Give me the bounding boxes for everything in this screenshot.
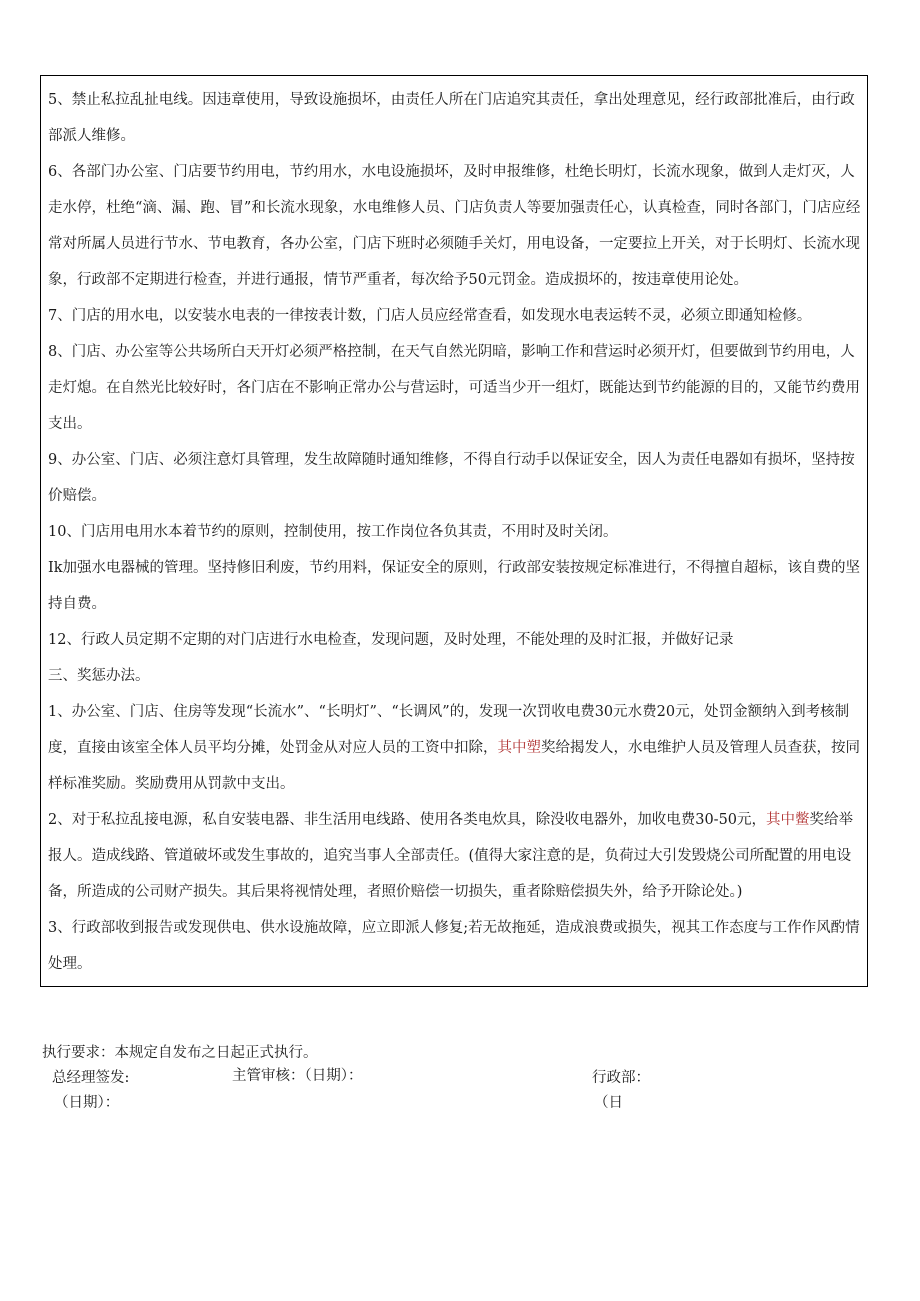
rule-9: 9、办公室、门店、必须注意灯具管理，发生故障随时通知维修，不得自行动手以保证安全，因人为责任电器如有损坏，坚持按价赔偿。 (48, 452, 855, 504)
reward-item-2 (48, 802, 863, 910)
reward-item-1-red-mark: 其中塑 (497, 740, 541, 756)
rule-12: 12、行政人员定期不定期的对门店进行水电检查，发现问题，及时处理，不能处理的及时汇报，并做好记录 (48, 632, 734, 648)
reward-item-3: 3、行政部收到报告或发现供电、供水设施故障，应立即派人修复;若无故拖延，造成浪费或损失，视其工作态度与工作作风酌情处理。 (48, 920, 860, 972)
supervisor-review-label: 主管审核：（日期）： (232, 1068, 363, 1084)
gm-date-label: （日期）： (54, 1095, 120, 1111)
gm-signature-label: 总经理签发: (52, 1070, 130, 1086)
admin-date-label: （日 (594, 1095, 623, 1111)
rule-6: 6、各部门办公室、门店要节约用电，节约用水，水电设施损坏，及时申报维修，杜绝长明灯，长流水现象，做到人走灯灭，人走水停，杜绝“滴、漏、跑、冒”和长流水现象，水电维修人员、门店负责人等要加强责任心，认真检查，同时各部门，门店应经常对所属人员进行节水、节电教育，各办公室，门店下班时必须随手关灯，用电设备，一定要拉上开关，对于长明灯、长流水现象，行政部不定期进行检查，并进行通报，情节严重者，每次给予50元罚金。造成损坏的，按违章使用论处。 (48, 164, 861, 288)
rule-11: Ik加强水电器械的管理。坚持修旧利废，节约用料，保证安全的原则，行政部安装按规定标准进行，不得擅自超标，该自费的坚持自费。 (48, 560, 861, 612)
reward-item-2-red-mark: 其中鳖 (766, 812, 810, 828)
reward-item-1-text-b: 奖给揭发人，水电维护人员及管理人员查获，按同样标准奖励。奖励费用从罚款中支出。 (48, 740, 860, 792)
reward-item-1-text-a: 1、办公室、门店、住房等发现“长流水”、“长明灯”、“长调风”的，发现一次罚收电费30元水费20元，处罚金额纳入到考核制度，直接由该室全体人员平均分摊，处罚金从对应人员的工资中扣除， (48, 704, 850, 756)
section-3-heading: 三、奖惩办法。 (48, 668, 150, 684)
rules-table (40, 75, 868, 987)
reward-item-2-text-b: 奖给举报人。造成线路、管道破坏或发生事故的，追究当事人全部责任。(值得大家注意的是，负荷过大引发毁烧公司所配置的用电设备，所造成的公司财产损失。其后果将视情处理，者照价赔偿一切损失，重者除赔偿损失外，给予开除论处。) (48, 812, 854, 900)
admin-dept-label: 行政部： (592, 1070, 650, 1086)
rule-7: 7、门店的用水电，以安装水电表的一律按表计数，门店人员应经常查看，如发现水电表运转不灵，必须立即通知检修。 (48, 308, 812, 324)
reward-item-2-text-a: 2、对于私拉乱接电源，私自安装电器、非生活用电线路、使用各类电炊具，除没收电器外，加收电费30-50元， (48, 812, 767, 828)
rule-10: 10、门店用电用水本着节约的原则，控制使用，按工作岗位各负其责，不用时及时关闭。 (48, 524, 618, 540)
execution-requirement: 执行要求：本规定自发布之日起正式执行。 (42, 1045, 318, 1061)
rule-8: 8、门店、办公室等公共场所白天开灯必须严格控制，在天气自然光阴暗，影响工作和营运时必须开灯，但要做到节约用电，人走灯熄。在自然光比较好时，各门店在不影响正常办公与营运时，可适当少开一组灯，既能达到节约能源的目的，又能节约费用支出。 (48, 344, 860, 432)
rule-5: 5、禁止私拉乱扯电线。因违章使用，导致设施损坏，由责任人所在门店追究其责任，拿出处理意见，经行政部批准后，由行政部派人维修。 (48, 92, 855, 144)
reward-item-1 (48, 694, 863, 802)
